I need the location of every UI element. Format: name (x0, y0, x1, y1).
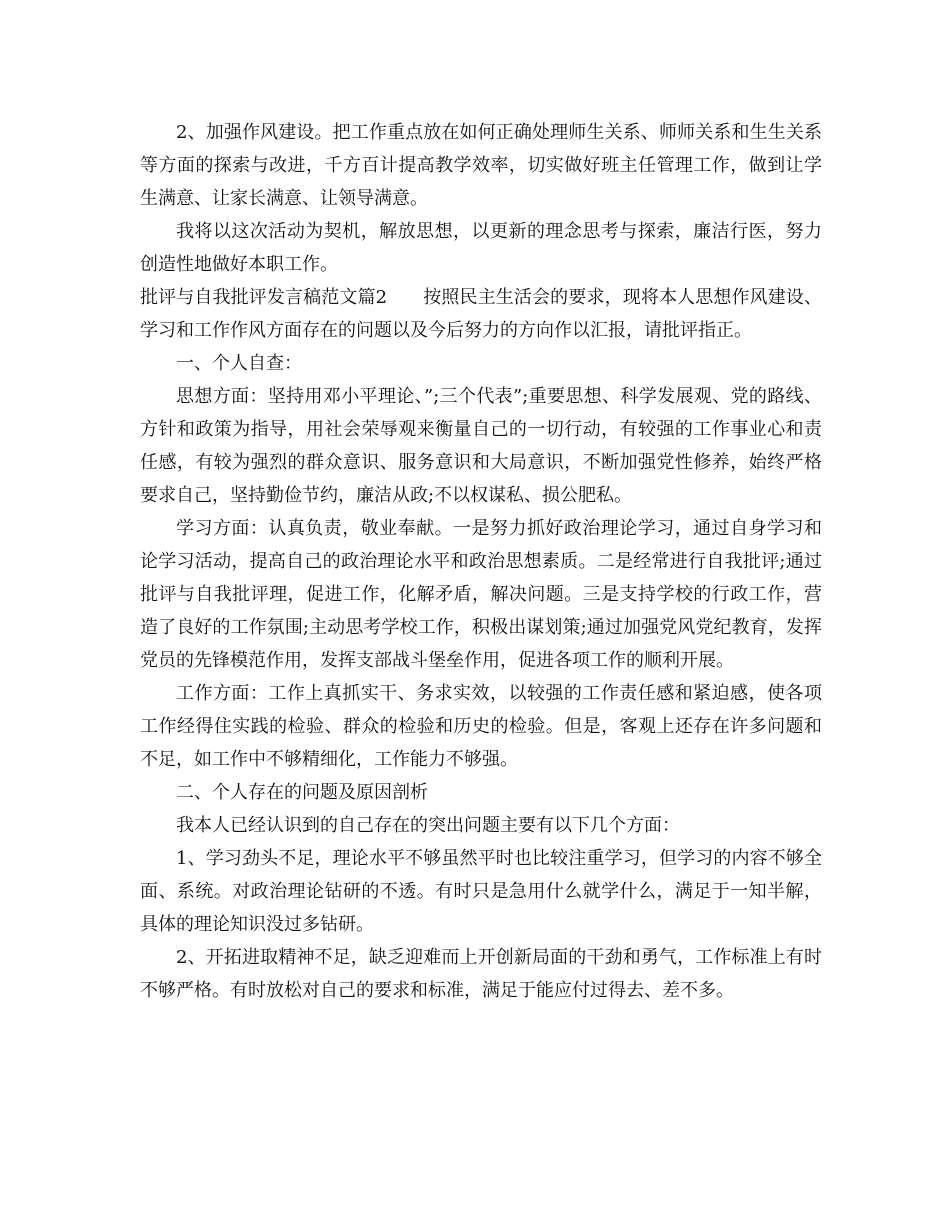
paragraph-work: 工作方面：工作上真抓实干、务求实效，以较强的工作责任感和紧迫感，使各项工作经得住实践的检验、群众的检验和历史的检验。但是，客观上还存在许多问题和不足，如工作中不够精细化，工作能力不够强。 (140, 683, 822, 770)
section-heading-problems: 二、个人存在的问题及原因剖析 (176, 782, 428, 803)
paragraph-problem-2: 2、开拓进取精神不足，缺乏迎难而上开创新局面的干劲和勇气，工作标准上有时不够严格。有时放松对自己的要求和标准，满足于能应付过得去、差不多。 (140, 947, 822, 1001)
paragraph-article-heading (140, 281, 822, 347)
article-title: 批评与自我批评发言稿范文篇2 (140, 287, 388, 308)
document-body (140, 116, 822, 1007)
paragraph-study: 学习方面：认真负责，敬业奉献。一是努力抓好政治理论学习，通过自身学习和论学习活动，提高自己的政治理论水平和政治思想素质。二是经常进行自我批评;通过批评与自我批评理，促进工作，化解矛盾，解决问题。三是支持学校的行政工作，营造了良好的工作氛围;主动思考学校工作，积极出谋划策;通过加强党风党纪教育，发挥党员的先锋模范作用，发挥支部战斗堡垒作用，促进各项工作的顺利开展。 (140, 518, 822, 671)
paragraph-work-style: 2、加强作风建设。把工作重点放在如何正确处理师生关系、师师关系和生生关系等方面的探索与改进，千方百计提高教学效率，切实做好班主任管理工作，做到让学生满意、让家长满意、让领导满意。 (140, 122, 822, 209)
paragraph-problem-1: 1、学习劲头不足，理论水平不够虽然平时也比较注重学习，但学习的内容不够全面、系统。对政治理论钻研的不透。有时只是急用什么就学什么，满足于一知半解，具体的理论知识没过多钻研。 (140, 848, 822, 935)
paragraph-problems-intro: 我本人已经认识到的自己存在的突出问题主要有以下几个方面： (176, 815, 680, 836)
paragraph-thought: 思想方面：坚持用邓小平理论、”;三个代表”;重要思想、科学发展观、党的路线、方针和政策为指导，用社会荣辱观来衡量自己的一切行动，有较强的工作事业心和责任感，有较为强烈的群众意识、服务意识和大局意识，不断加强党性修养，始终严格要求自己，坚持勤俭节约，廉洁从政;不以权谋私、损公肥私。 (140, 386, 822, 506)
paragraph-commitment: 我将以这次活动为契机，解放思想，以更新的理念思考与探索，廉洁行医，努力创造性地做好本职工作。 (140, 221, 822, 275)
section-heading-self-check: 一、个人自查： (176, 353, 302, 374)
article-intro: 按照民主生活会的要求，现将本人思想作风建设、学习和工作作风方面存在的问题以及今后努力的方向作以汇报，请批评指正。 (140, 287, 822, 341)
